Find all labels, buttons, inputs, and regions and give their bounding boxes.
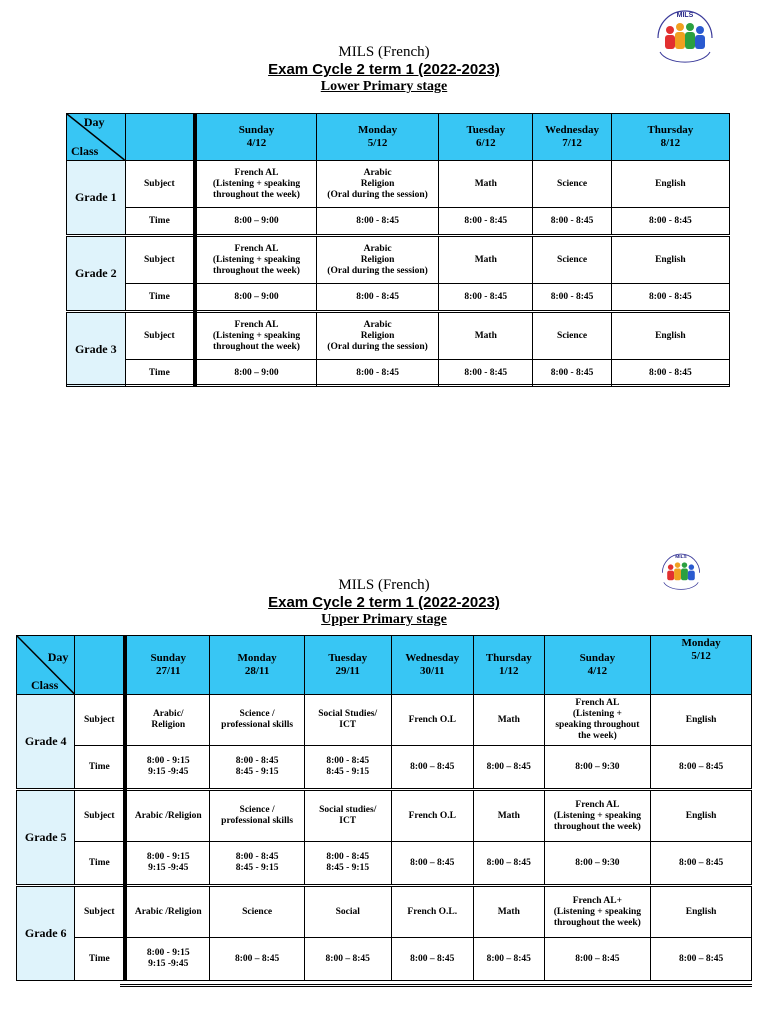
day-name: Monday	[237, 652, 277, 664]
subject-cell: Math	[439, 161, 533, 208]
time-cell: 8:00 – 8:45	[391, 746, 474, 790]
subject-cell: French O.L	[391, 695, 474, 746]
subject-cell: English	[651, 695, 752, 746]
upper-corner-class: Class	[31, 678, 59, 692]
subject-row-label: Subject	[75, 886, 125, 938]
time-cell: 8:00 - 8:45	[439, 208, 533, 236]
time-cell: 8:00 – 8:45	[391, 938, 474, 981]
time-cell: 8:00 - 9:15 9:15 -9:45	[125, 842, 210, 886]
day-date: 4/12	[246, 137, 267, 149]
time-cell: 8:00 - 9:15 9:15 -9:45	[125, 938, 210, 981]
subject-cell: Math	[474, 886, 544, 938]
upper-corner-day: Day	[47, 650, 69, 664]
lower-day-header	[533, 114, 611, 161]
subject-cell: Social studies/ ICT	[304, 790, 391, 842]
grade-label: Grade 4	[17, 695, 75, 790]
day-date: 5/12	[691, 650, 711, 662]
subject-cell: English	[651, 790, 752, 842]
lower-exam-title: Exam Cycle 2 term 1 (2022-2023)	[268, 61, 500, 78]
day-date: 30/11	[420, 665, 445, 677]
subject-cell: Math	[439, 236, 533, 284]
subject-cell: Arabic Religion (Oral during the session)	[316, 236, 438, 284]
subject-cell: Science	[533, 312, 611, 360]
time-cell: 8:00 - 8:45 8:45 - 9:15	[304, 746, 391, 790]
subject-cell: Science / professional skills	[210, 695, 305, 746]
day-name: Monday	[358, 124, 398, 136]
subject-row-label: Subject	[125, 312, 195, 360]
day-date: 5/12	[367, 137, 388, 149]
time-cell: 8:00 – 8:45	[474, 842, 544, 886]
subject-cell: French AL (Listening + speaking throughout the week)	[544, 790, 651, 842]
day-date: 28/11	[244, 665, 270, 677]
subject-cell: French O.L	[391, 790, 474, 842]
time-cell: 8:00 – 8:45	[544, 938, 651, 981]
grade-label: Grade 6	[17, 886, 75, 981]
time-cell: 8:00 – 8:45	[651, 938, 752, 981]
time-cell: 8:00 - 8:45 8:45 - 9:15	[210, 842, 305, 886]
day-date: 6/12	[476, 137, 496, 149]
subject-cell: Arabic /Religion	[125, 886, 210, 938]
day-name: Sunday	[150, 652, 186, 664]
lower-day-header	[195, 114, 316, 161]
subject-cell: Science	[210, 886, 305, 938]
subject-cell: Arabic/ Religion	[125, 695, 210, 746]
subject-cell: Science / professional skills	[210, 790, 305, 842]
time-cell: 8:00 – 9:00	[195, 208, 316, 236]
subject-cell: Social	[304, 886, 391, 938]
time-cell: 8:00 – 9:30	[544, 842, 651, 886]
subject-cell: Arabic Religion (Oral during the session)	[316, 312, 438, 360]
lower-schedule-table	[66, 113, 730, 387]
upper-corner-cell	[17, 636, 75, 695]
lower-bottom-rule	[66, 384, 730, 387]
time-cell: 8:00 – 9:30	[544, 746, 651, 790]
time-cell: 8:00 – 8:45	[651, 842, 752, 886]
day-date: 7/12	[562, 137, 582, 149]
lower-day-header	[611, 114, 729, 161]
subject-row-label: Subject	[125, 161, 195, 208]
time-cell: 8:00 – 8:45	[474, 746, 544, 790]
day-name: Thursday	[647, 124, 694, 136]
grade-label: Grade 1	[67, 161, 126, 236]
grade-label: Grade 5	[17, 790, 75, 886]
upper-day-header	[544, 636, 651, 695]
time-cell: 8:00 - 8:45	[611, 360, 729, 387]
time-cell: 8:00 – 9:00	[195, 360, 316, 387]
lower-corner-cell	[67, 114, 126, 161]
upper-day-header	[304, 636, 391, 695]
subject-cell: Arabic /Religion	[125, 790, 210, 842]
time-cell: 8:00 - 8:45 8:45 - 9:15	[210, 746, 305, 790]
upper-day-header	[125, 636, 210, 695]
time-cell: 8:00 – 8:45	[391, 842, 474, 886]
time-cell: 8:00 - 8:45	[533, 208, 611, 236]
time-row-label: Time	[75, 746, 125, 790]
subject-cell: Math	[439, 312, 533, 360]
time-cell: 8:00 - 8:45	[533, 284, 611, 312]
day-name: Sunday	[579, 652, 616, 664]
time-cell: 8:00 - 8:45	[611, 208, 729, 236]
upper-day-header	[391, 636, 474, 695]
subject-cell: French AL+ (Listening + speaking throughout the week)	[544, 886, 651, 938]
upper-header	[0, 577, 768, 628]
lower-school-title: MILS (French)	[338, 44, 430, 60]
subject-cell: French AL (Listening + speaking throughout the week)	[195, 161, 316, 208]
time-cell: 8:00 – 8:45	[651, 746, 752, 790]
lower-corner-day: Day	[83, 115, 105, 129]
time-row-label: Time	[75, 938, 125, 981]
upper-table-body	[17, 695, 752, 981]
school-logo	[652, 8, 718, 66]
time-cell: 8:00 - 8:45	[316, 284, 438, 312]
lower-day-header	[316, 114, 438, 161]
day-name: Tuesday	[328, 652, 368, 664]
lower-day-header	[439, 114, 533, 161]
subject-cell: Math	[474, 790, 544, 842]
subject-row-label: Subject	[75, 695, 125, 746]
subject-cell: Arabic Religion (Oral during the session)	[316, 161, 438, 208]
day-date: 8/12	[660, 137, 681, 149]
upper-day-header	[210, 636, 305, 695]
upper-blank-header	[75, 636, 125, 695]
logo-text: MILS	[675, 555, 687, 561]
upper-day-header	[474, 636, 544, 695]
lower-stage-title: Lower Primary stage	[320, 79, 448, 94]
subject-cell: English	[651, 886, 752, 938]
lower-corner-class: Class	[71, 144, 99, 158]
day-date: 1/12	[499, 665, 519, 677]
time-cell: 8:00 – 8:45	[474, 938, 544, 981]
day-name: Tuesday	[466, 124, 506, 136]
subject-cell: English	[611, 236, 729, 284]
day-name: Wednesday	[405, 652, 460, 664]
subject-cell: French AL (Listening + speaking throughout the week)	[544, 695, 651, 746]
subject-cell: Social Studies/ ICT	[304, 695, 391, 746]
day-name: Sunday	[238, 124, 275, 136]
subject-cell: French AL (Listening + speaking throughout the week)	[195, 312, 316, 360]
time-cell: 8:00 – 8:45	[304, 938, 391, 981]
day-date: 27/11	[156, 665, 181, 677]
day-date: 4/12	[587, 665, 608, 677]
time-cell: 8:00 – 8:45	[210, 938, 305, 981]
time-cell: 8:00 - 8:45	[316, 360, 438, 387]
upper-bottom-rule	[120, 984, 752, 987]
upper-day-header	[651, 636, 752, 695]
subject-cell: Math	[474, 695, 544, 746]
grade-label: Grade 3	[67, 312, 126, 387]
time-cell: 8:00 – 9:00	[195, 284, 316, 312]
time-row-label: Time	[125, 284, 195, 312]
school-logo-small	[658, 552, 704, 592]
subject-cell: English	[611, 312, 729, 360]
upper-exam-title: Exam Cycle 2 term 1 (2022-2023)	[268, 594, 500, 611]
logo-text: MILS	[676, 12, 694, 19]
time-cell: 8:00 - 8:45	[611, 284, 729, 312]
day-date: 29/11	[335, 665, 360, 677]
upper-schedule-table	[16, 635, 752, 981]
time-cell: 8:00 - 8:45	[439, 360, 533, 387]
subject-row-label: Subject	[125, 236, 195, 284]
time-row-label: Time	[125, 208, 195, 236]
day-name: Monday	[681, 637, 721, 649]
day-name: Thursday	[485, 652, 532, 664]
subject-row-label: Subject	[75, 790, 125, 842]
day-name: Wednesday	[545, 124, 599, 136]
time-row-label: Time	[75, 842, 125, 886]
time-cell: 8:00 - 8:45	[533, 360, 611, 387]
grade-label: Grade 2	[67, 236, 126, 312]
time-cell: 8:00 - 8:45	[439, 284, 533, 312]
upper-school-title: MILS (French)	[338, 577, 430, 593]
time-cell: 8:00 - 8:45 8:45 - 9:15	[304, 842, 391, 886]
lower-blank-header	[125, 114, 195, 161]
lower-table-body	[67, 161, 730, 387]
time-row-label: Time	[125, 360, 195, 387]
subject-cell: French AL (Listening + speaking throughout the week)	[195, 236, 316, 284]
upper-stage-title: Upper Primary stage	[321, 612, 447, 627]
subject-cell: Science	[533, 161, 611, 208]
subject-cell: English	[611, 161, 729, 208]
time-cell: 8:00 - 9:15 9:15 -9:45	[125, 746, 210, 790]
subject-cell: French O.L.	[391, 886, 474, 938]
time-cell: 8:00 - 8:45	[316, 208, 438, 236]
subject-cell: Science	[533, 236, 611, 284]
